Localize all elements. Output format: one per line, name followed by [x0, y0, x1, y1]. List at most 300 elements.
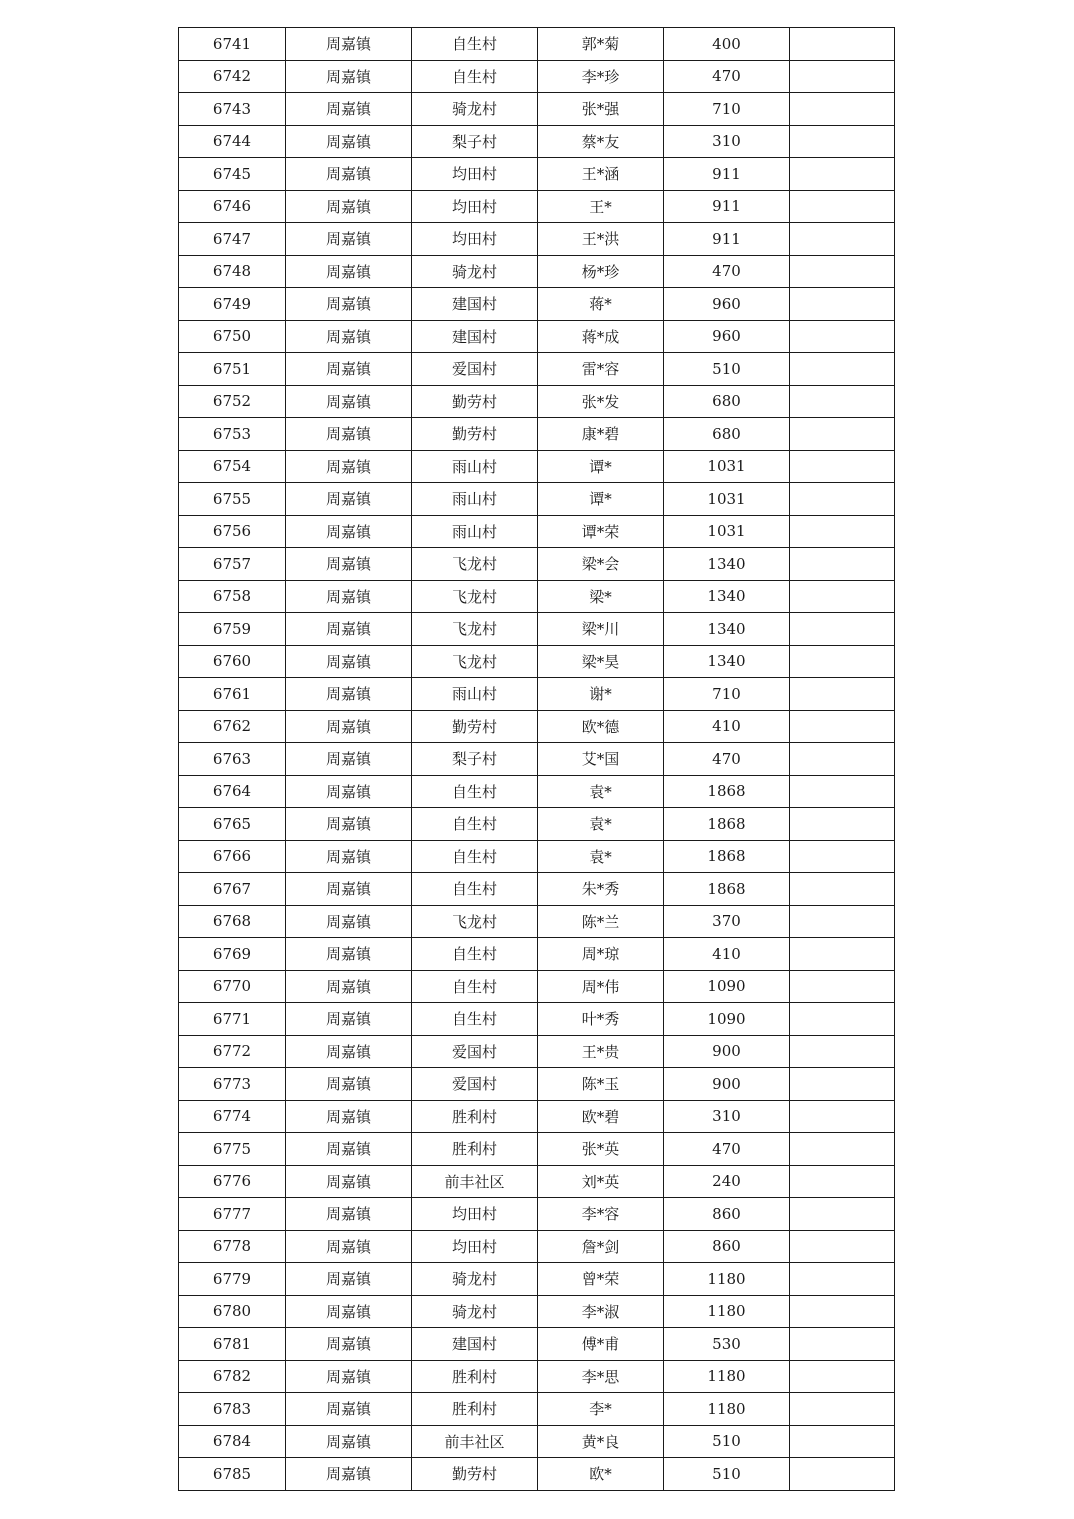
name-cell: 梁*	[538, 580, 664, 613]
table-row	[179, 320, 895, 353]
village-cell: 均田村	[412, 158, 538, 191]
name-cell: 谭*荣	[538, 515, 664, 548]
village-cell: 自生村	[412, 28, 538, 61]
town-cell: 周嘉镇	[286, 223, 412, 256]
town-cell: 周嘉镇	[286, 1165, 412, 1198]
village-cell: 前丰社区	[412, 1165, 538, 1198]
village-cell: 胜利村	[412, 1360, 538, 1393]
remark-cell	[790, 1100, 895, 1133]
town-cell: 周嘉镇	[286, 970, 412, 1003]
amount-cell: 680	[664, 385, 790, 418]
remark-cell	[790, 1035, 895, 1068]
name-cell: 傅*甫	[538, 1328, 664, 1361]
town-cell: 周嘉镇	[286, 1198, 412, 1231]
remark-cell	[790, 905, 895, 938]
town-cell: 周嘉镇	[286, 808, 412, 841]
serial-number-cell: 6767	[179, 873, 286, 906]
name-cell: 朱*秀	[538, 873, 664, 906]
village-cell: 勤劳村	[412, 418, 538, 451]
village-cell: 勤劳村	[412, 385, 538, 418]
town-cell: 周嘉镇	[286, 548, 412, 581]
name-cell: 袁*	[538, 840, 664, 873]
name-cell: 欧*碧	[538, 1100, 664, 1133]
table-row	[179, 1068, 895, 1101]
serial-number-cell: 6745	[179, 158, 286, 191]
name-cell: 梁*川	[538, 613, 664, 646]
town-cell: 周嘉镇	[286, 1133, 412, 1166]
remark-cell	[790, 678, 895, 711]
serial-number-cell: 6753	[179, 418, 286, 451]
table-row	[179, 970, 895, 1003]
serial-number-cell: 6746	[179, 190, 286, 223]
serial-number-cell: 6770	[179, 970, 286, 1003]
remark-cell	[790, 970, 895, 1003]
town-cell: 周嘉镇	[286, 1328, 412, 1361]
table-row	[179, 1133, 895, 1166]
village-cell: 爱国村	[412, 1035, 538, 1068]
name-cell: 李*容	[538, 1198, 664, 1231]
serial-number-cell: 6780	[179, 1295, 286, 1328]
table-row	[179, 580, 895, 613]
remark-cell	[790, 483, 895, 516]
table-row	[179, 613, 895, 646]
remark-cell	[790, 1295, 895, 1328]
village-cell: 飞龙村	[412, 548, 538, 581]
serial-number-cell: 6751	[179, 353, 286, 386]
town-cell: 周嘉镇	[286, 1458, 412, 1491]
amount-cell: 860	[664, 1230, 790, 1263]
remark-cell	[790, 548, 895, 581]
amount-cell: 1180	[664, 1263, 790, 1296]
table-row	[179, 385, 895, 418]
town-cell: 周嘉镇	[286, 613, 412, 646]
name-cell: 陈*兰	[538, 905, 664, 938]
table-row	[179, 710, 895, 743]
remark-cell	[790, 1458, 895, 1491]
amount-cell: 1031	[664, 450, 790, 483]
amount-cell: 900	[664, 1068, 790, 1101]
town-cell: 周嘉镇	[286, 775, 412, 808]
remark-cell	[790, 450, 895, 483]
name-cell: 王*洪	[538, 223, 664, 256]
village-cell: 均田村	[412, 190, 538, 223]
village-cell: 自生村	[412, 1003, 538, 1036]
document-page	[178, 27, 894, 1491]
village-cell: 均田村	[412, 1230, 538, 1263]
amount-cell: 370	[664, 905, 790, 938]
serial-number-cell: 6749	[179, 288, 286, 321]
serial-number-cell: 6761	[179, 678, 286, 711]
village-cell: 胜利村	[412, 1100, 538, 1133]
town-cell: 周嘉镇	[286, 678, 412, 711]
village-cell: 胜利村	[412, 1133, 538, 1166]
table-row	[179, 1230, 895, 1263]
serial-number-cell: 6763	[179, 743, 286, 776]
table-row	[179, 93, 895, 126]
village-cell: 自生村	[412, 840, 538, 873]
table-row	[179, 1198, 895, 1231]
amount-cell: 710	[664, 93, 790, 126]
name-cell: 张*发	[538, 385, 664, 418]
amount-cell: 1180	[664, 1360, 790, 1393]
table-row	[179, 28, 895, 61]
remark-cell	[790, 710, 895, 743]
amount-cell: 1340	[664, 548, 790, 581]
name-cell: 李*	[538, 1393, 664, 1426]
village-cell: 爱国村	[412, 353, 538, 386]
amount-cell: 240	[664, 1165, 790, 1198]
town-cell: 周嘉镇	[286, 1295, 412, 1328]
serial-number-cell: 6741	[179, 28, 286, 61]
amount-cell: 310	[664, 125, 790, 158]
amount-cell: 470	[664, 60, 790, 93]
serial-number-cell: 6784	[179, 1425, 286, 1458]
name-cell: 蒋*	[538, 288, 664, 321]
village-cell: 建国村	[412, 1328, 538, 1361]
amount-cell: 1031	[664, 515, 790, 548]
name-cell: 王*	[538, 190, 664, 223]
amount-cell: 1090	[664, 970, 790, 1003]
amount-cell: 410	[664, 710, 790, 743]
remark-cell	[790, 645, 895, 678]
serial-number-cell: 6777	[179, 1198, 286, 1231]
amount-cell: 1868	[664, 808, 790, 841]
village-cell: 自生村	[412, 873, 538, 906]
name-cell: 康*碧	[538, 418, 664, 451]
serial-number-cell: 6756	[179, 515, 286, 548]
name-cell: 梁*昊	[538, 645, 664, 678]
serial-number-cell: 6757	[179, 548, 286, 581]
amount-cell: 1180	[664, 1295, 790, 1328]
remark-cell	[790, 580, 895, 613]
town-cell: 周嘉镇	[286, 28, 412, 61]
table-row	[179, 548, 895, 581]
town-cell: 周嘉镇	[286, 1003, 412, 1036]
table-row	[179, 60, 895, 93]
table-row	[179, 840, 895, 873]
serial-number-cell: 6766	[179, 840, 286, 873]
village-cell: 自生村	[412, 60, 538, 93]
name-cell: 李*淑	[538, 1295, 664, 1328]
remark-cell	[790, 613, 895, 646]
town-cell: 周嘉镇	[286, 190, 412, 223]
table-row	[179, 450, 895, 483]
town-cell: 周嘉镇	[286, 1100, 412, 1133]
amount-cell: 1868	[664, 775, 790, 808]
name-cell: 杨*珍	[538, 255, 664, 288]
village-cell: 雨山村	[412, 483, 538, 516]
town-cell: 周嘉镇	[286, 1263, 412, 1296]
amount-cell: 900	[664, 1035, 790, 1068]
serial-number-cell: 6772	[179, 1035, 286, 1068]
table-row	[179, 255, 895, 288]
amount-cell: 710	[664, 678, 790, 711]
remark-cell	[790, 1133, 895, 1166]
amount-cell: 510	[664, 353, 790, 386]
village-cell: 飞龙村	[412, 613, 538, 646]
amount-cell: 680	[664, 418, 790, 451]
name-cell: 李*思	[538, 1360, 664, 1393]
remark-cell	[790, 93, 895, 126]
amount-cell: 960	[664, 288, 790, 321]
town-cell: 周嘉镇	[286, 288, 412, 321]
remark-cell	[790, 1068, 895, 1101]
table-row	[179, 190, 895, 223]
table-row	[179, 418, 895, 451]
serial-number-cell: 6759	[179, 613, 286, 646]
amount-cell: 410	[664, 938, 790, 971]
town-cell: 周嘉镇	[286, 580, 412, 613]
table-row	[179, 223, 895, 256]
town-cell: 周嘉镇	[286, 125, 412, 158]
remark-cell	[790, 515, 895, 548]
remark-cell	[790, 1165, 895, 1198]
table-row	[179, 645, 895, 678]
amount-cell: 510	[664, 1425, 790, 1458]
town-cell: 周嘉镇	[286, 450, 412, 483]
table-row	[179, 905, 895, 938]
town-cell: 周嘉镇	[286, 418, 412, 451]
serial-number-cell: 6776	[179, 1165, 286, 1198]
village-cell: 飞龙村	[412, 905, 538, 938]
serial-number-cell: 6742	[179, 60, 286, 93]
remark-cell	[790, 840, 895, 873]
serial-number-cell: 6758	[179, 580, 286, 613]
remark-cell	[790, 938, 895, 971]
village-cell: 飞龙村	[412, 580, 538, 613]
town-cell: 周嘉镇	[286, 938, 412, 971]
table-row	[179, 1263, 895, 1296]
remark-cell	[790, 1198, 895, 1231]
amount-cell: 960	[664, 320, 790, 353]
town-cell: 周嘉镇	[286, 905, 412, 938]
amount-cell: 1340	[664, 645, 790, 678]
serial-number-cell: 6755	[179, 483, 286, 516]
table-row	[179, 775, 895, 808]
name-cell: 谭*	[538, 450, 664, 483]
table-row	[179, 1100, 895, 1133]
name-cell: 陈*玉	[538, 1068, 664, 1101]
serial-number-cell: 6760	[179, 645, 286, 678]
amount-cell: 470	[664, 255, 790, 288]
table-row	[179, 483, 895, 516]
village-cell: 自生村	[412, 775, 538, 808]
remark-cell	[790, 125, 895, 158]
remark-cell	[790, 1393, 895, 1426]
table-row	[179, 158, 895, 191]
amount-cell: 470	[664, 1133, 790, 1166]
table-row	[179, 288, 895, 321]
serial-number-cell: 6769	[179, 938, 286, 971]
name-cell: 詹*剑	[538, 1230, 664, 1263]
town-cell: 周嘉镇	[286, 645, 412, 678]
serial-number-cell: 6779	[179, 1263, 286, 1296]
village-cell: 前丰社区	[412, 1425, 538, 1458]
table-row	[179, 353, 895, 386]
amount-cell: 911	[664, 190, 790, 223]
remark-cell	[790, 190, 895, 223]
amount-cell: 1090	[664, 1003, 790, 1036]
records-table-body	[179, 28, 895, 1491]
serial-number-cell: 6762	[179, 710, 286, 743]
name-cell: 王*涵	[538, 158, 664, 191]
name-cell: 蔡*友	[538, 125, 664, 158]
serial-number-cell: 6743	[179, 93, 286, 126]
town-cell: 周嘉镇	[286, 1360, 412, 1393]
name-cell: 王*贵	[538, 1035, 664, 1068]
serial-number-cell: 6773	[179, 1068, 286, 1101]
town-cell: 周嘉镇	[286, 158, 412, 191]
village-cell: 梨子村	[412, 125, 538, 158]
serial-number-cell: 6771	[179, 1003, 286, 1036]
amount-cell: 400	[664, 28, 790, 61]
serial-number-cell: 6764	[179, 775, 286, 808]
table-row	[179, 938, 895, 971]
town-cell: 周嘉镇	[286, 1393, 412, 1426]
serial-number-cell: 6775	[179, 1133, 286, 1166]
name-cell: 曾*荣	[538, 1263, 664, 1296]
serial-number-cell: 6781	[179, 1328, 286, 1361]
town-cell: 周嘉镇	[286, 320, 412, 353]
remark-cell	[790, 288, 895, 321]
remark-cell	[790, 808, 895, 841]
village-cell: 骑龙村	[412, 1295, 538, 1328]
table-row	[179, 1393, 895, 1426]
name-cell: 艾*国	[538, 743, 664, 776]
name-cell: 周*琼	[538, 938, 664, 971]
remark-cell	[790, 873, 895, 906]
serial-number-cell: 6752	[179, 385, 286, 418]
name-cell: 张*强	[538, 93, 664, 126]
table-row	[179, 515, 895, 548]
serial-number-cell: 6782	[179, 1360, 286, 1393]
serial-number-cell: 6783	[179, 1393, 286, 1426]
remark-cell	[790, 418, 895, 451]
name-cell: 袁*	[538, 808, 664, 841]
name-cell: 谢*	[538, 678, 664, 711]
town-cell: 周嘉镇	[286, 1425, 412, 1458]
village-cell: 建国村	[412, 288, 538, 321]
remark-cell	[790, 1425, 895, 1458]
amount-cell: 510	[664, 1458, 790, 1491]
village-cell: 勤劳村	[412, 1458, 538, 1491]
village-cell: 自生村	[412, 938, 538, 971]
town-cell: 周嘉镇	[286, 1035, 412, 1068]
amount-cell: 1868	[664, 840, 790, 873]
name-cell: 谭*	[538, 483, 664, 516]
amount-cell: 860	[664, 1198, 790, 1231]
serial-number-cell: 6747	[179, 223, 286, 256]
town-cell: 周嘉镇	[286, 483, 412, 516]
name-cell: 郭*菊	[538, 28, 664, 61]
village-cell: 雨山村	[412, 450, 538, 483]
village-cell: 梨子村	[412, 743, 538, 776]
table-row	[179, 678, 895, 711]
table-row	[179, 125, 895, 158]
name-cell: 叶*秀	[538, 1003, 664, 1036]
village-cell: 飞龙村	[412, 645, 538, 678]
town-cell: 周嘉镇	[286, 1230, 412, 1263]
village-cell: 骑龙村	[412, 93, 538, 126]
town-cell: 周嘉镇	[286, 743, 412, 776]
remark-cell	[790, 28, 895, 61]
remark-cell	[790, 743, 895, 776]
village-cell: 勤劳村	[412, 710, 538, 743]
amount-cell: 530	[664, 1328, 790, 1361]
serial-number-cell: 6765	[179, 808, 286, 841]
table-row	[179, 808, 895, 841]
table-row	[179, 1458, 895, 1491]
table-row	[179, 1425, 895, 1458]
village-cell: 自生村	[412, 808, 538, 841]
village-cell: 均田村	[412, 223, 538, 256]
serial-number-cell: 6768	[179, 905, 286, 938]
village-cell: 建国村	[412, 320, 538, 353]
records-table	[178, 27, 895, 1491]
serial-number-cell: 6744	[179, 125, 286, 158]
amount-cell: 1340	[664, 613, 790, 646]
name-cell: 刘*英	[538, 1165, 664, 1198]
table-row	[179, 1003, 895, 1036]
amount-cell: 470	[664, 743, 790, 776]
table-row	[179, 1165, 895, 1198]
name-cell: 梁*会	[538, 548, 664, 581]
remark-cell	[790, 1328, 895, 1361]
village-cell: 爱国村	[412, 1068, 538, 1101]
village-cell: 雨山村	[412, 678, 538, 711]
amount-cell: 1031	[664, 483, 790, 516]
village-cell: 雨山村	[412, 515, 538, 548]
remark-cell	[790, 775, 895, 808]
remark-cell	[790, 223, 895, 256]
serial-number-cell: 6748	[179, 255, 286, 288]
town-cell: 周嘉镇	[286, 93, 412, 126]
town-cell: 周嘉镇	[286, 710, 412, 743]
name-cell: 黄*良	[538, 1425, 664, 1458]
name-cell: 蒋*成	[538, 320, 664, 353]
serial-number-cell: 6750	[179, 320, 286, 353]
village-cell: 骑龙村	[412, 255, 538, 288]
town-cell: 周嘉镇	[286, 385, 412, 418]
town-cell: 周嘉镇	[286, 60, 412, 93]
table-row	[179, 1360, 895, 1393]
table-row	[179, 743, 895, 776]
remark-cell	[790, 1263, 895, 1296]
remark-cell	[790, 385, 895, 418]
name-cell: 欧*德	[538, 710, 664, 743]
amount-cell: 1340	[664, 580, 790, 613]
remark-cell	[790, 320, 895, 353]
name-cell: 雷*容	[538, 353, 664, 386]
town-cell: 周嘉镇	[286, 840, 412, 873]
remark-cell	[790, 255, 895, 288]
name-cell: 李*珍	[538, 60, 664, 93]
name-cell: 张*英	[538, 1133, 664, 1166]
name-cell: 周*伟	[538, 970, 664, 1003]
village-cell: 自生村	[412, 970, 538, 1003]
remark-cell	[790, 158, 895, 191]
serial-number-cell: 6778	[179, 1230, 286, 1263]
table-row	[179, 1328, 895, 1361]
amount-cell: 911	[664, 158, 790, 191]
town-cell: 周嘉镇	[286, 353, 412, 386]
table-row	[179, 1295, 895, 1328]
remark-cell	[790, 353, 895, 386]
town-cell: 周嘉镇	[286, 873, 412, 906]
remark-cell	[790, 1230, 895, 1263]
village-cell: 胜利村	[412, 1393, 538, 1426]
table-row	[179, 873, 895, 906]
